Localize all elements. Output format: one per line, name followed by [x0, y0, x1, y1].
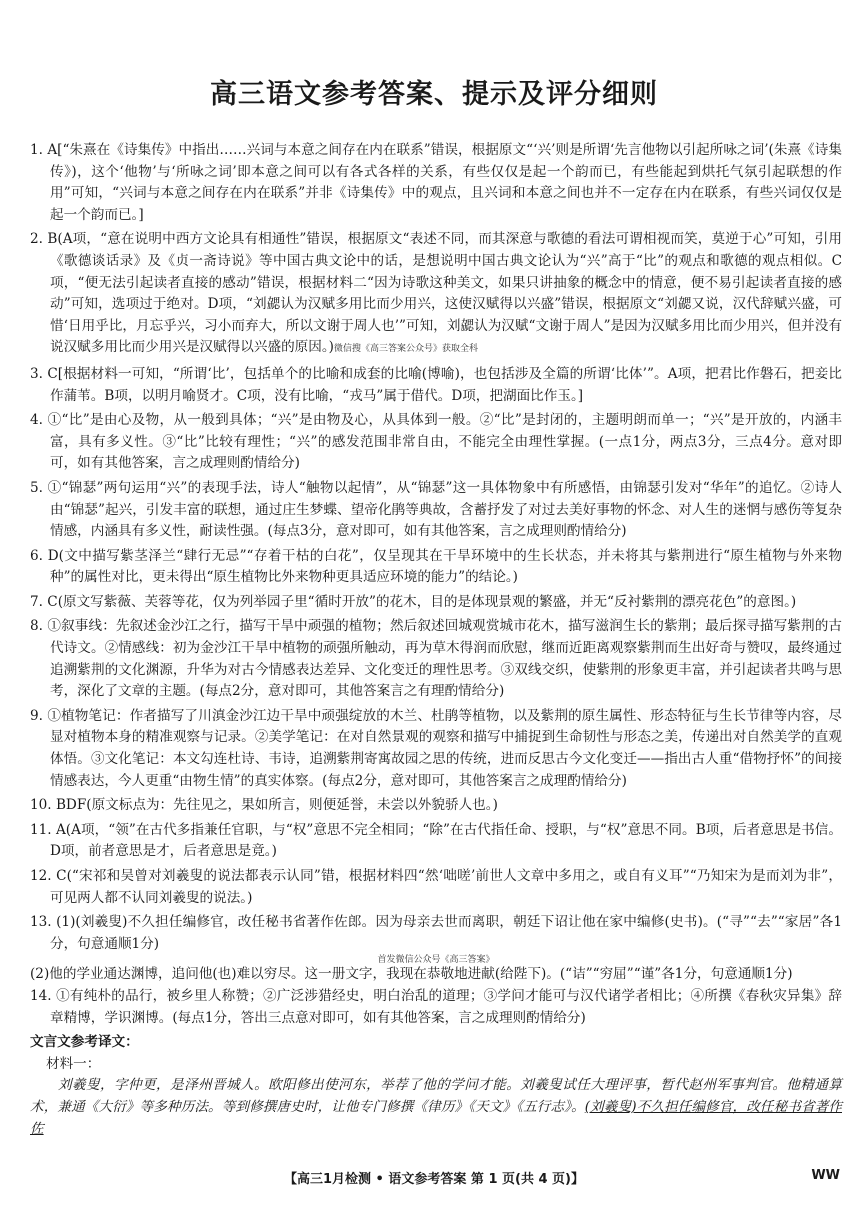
answer-text: 8. ①叙事线：先叙述金沙江之行，描写干旱中顽强的植物；然后叙述回城观赏城市花木，描写滋润生长的紫荆；最后探寻描写紫荆的古代诗文。②情感线：初为金沙江干旱中植物的顽强所触动，再为草木得润而欣慰，继而近距离观察紫荆而生出好奇与赞叹，最终通过追溯紫荆的文化渊源，升华为对古今情感表达差异、文化变迁的理性思考。③双线交织，使紫荆的形象更丰富，并引起读者共鸣与思考，深化了文章的主题。(每点2分，意对即可，其他答案言之有理酌情给分): [30, 618, 842, 700]
answer-text: 2. B(A项，“意在说明中西方文论具有相通性”错误，根据原文“表述不同，而其深意与歌德的看法可谓相视而笑，莫逆于心”可知，引用《歌德谈话录》及《贞一斋诗说》等中国古典文论中的话，是想说明中国古典文论认为“兴”高于“比”的观点和歌德的观点相似。C项，“便无法引起读者直接的感动”错误，根据材料二“因为诗歌这种美文，如果只讲抽象的概念中的情意，便不易引起读者直接的感动”可知，选项过于绝对。D项，“刘勰认为汉赋多用比而少用兴，这使汉赋得以兴盛”错误，根据原文“刘勰又说，汉代辞赋兴盛，可惜‘日用乎比，月忘乎兴，习小而弃大，所以文谢于周人也’”可知，刘勰认为汉赋“文谢于周人”是因为汉赋多用比而少用兴，但并没有说汉赋多用比而少用兴是汉赋得以兴盛的原因。): [30, 231, 842, 356]
answer-item-4: [30, 410, 842, 475]
answer-text: 3. C[根据材料一可知，“所谓‘比’，包括单个的比喻和成套的比喻(博喻)，也包括涉及全篇的所谓‘比体’”。A项，把君比作磐石，把妾比作蒲苇。B项，以明月喻贤才。C项，没有比喻，“戎马”属于借代。D项，把湖面比作玉。]: [30, 365, 842, 404]
answer-item-13-sub: [30, 964, 842, 986]
page-title: 高三语文参考答案、提示及评分细则: [210, 79, 658, 110]
answer-text: 1. A[“朱熹在《诗集传》中指出……兴词与本意之间存在内在联系”错误，根据原文“‘兴’则是所谓‘先言他物以引起所咏之词’(朱熹《诗集传》)，这个‘他物’与‘所咏之词’即本意之间可以有各式各样的关系，有些仅仅是起一个韵而已，有些能起到烘托气氛引起联想的作用”可知，“兴词与本意之间存在内在联系”并非《诗集传》中的观点，且兴词和本意之间也并不一定存在内在联系，有些兴词仅仅是起一个韵而已。]: [30, 142, 842, 223]
watermark-tag: 微信搜《高三答案公众号》获取全科: [333, 344, 478, 355]
answer-item-2: [30, 229, 842, 361]
translation-body: [30, 1075, 842, 1140]
watermark-tag: 首发微信公众号《高三答案》: [377, 955, 495, 966]
footer-page-info: 【高三1月检测 • 语文参考答案 第 1 页(共 4 页)】: [283, 1172, 584, 1187]
answer-item-14: [30, 986, 842, 1029]
answer-text: 11. A(A项，“领”在古代多指兼任官职，与“权”意思不完全相同；“除”在古代指任命、授职，与“权”意思不同。B项，后者意思是书信。D项，前者意思是才，后者意思是竟。): [30, 821, 842, 860]
answer-text: 14. ①有纯朴的品行，被乡里人称赞；②广泛涉猎经史，明白治乱的道理；③学问才能可与汉代诸学者相比；④所撰《春秋灾异集》辞章精博，学识渊博。(每点1分，答出三点意对即可，如有其他答案，言之成理则酌情给分): [30, 987, 842, 1026]
answer-item-7: [30, 592, 842, 614]
material-heading: 材料一：: [46, 1055, 101, 1072]
footer-code: WW: [811, 1168, 840, 1183]
answer-item-10: [30, 795, 842, 817]
answer-item-8: [30, 616, 842, 702]
answer-text: 9. ①植物笔记：作者描写了川滇金沙江边干旱中顽强绽放的木兰、杜鹃等植物，以及紫荆的原生属性、形态特征与生长节律等内容，尽显对植物本身的精准观察与记录。②美学笔记：在对自然景观的观察和描写中捕捉到生命韧性与形态之美，传递出对自然美学的直观体悟。③文化笔记：本文勾连杜诗、韦诗，追溯紫荆寄寓故园之思的传统，进而反思古今文化变迁——指出古人重“借物抒怀”的间接情感表达，今人更重“由物生情”的真实体察。(每点2分，意对即可，其他答案言之成理酌情给分): [30, 707, 842, 789]
answer-item-1: [30, 140, 842, 226]
answer-item-13: [30, 912, 842, 955]
answer-text: 10. BDF(原文标点为：先往见之，果如所言，则便延誉，未尝以外貌骄人也。): [30, 797, 498, 814]
answer-text: 6. D(文中描写紫茎泽兰“肆行无忌”“存着干枯的白花”，仅呈现其在干旱环境中的生长状态，并未将其与紫荆进行“原生植物与外来物种”的属性对比，更未得出“原生植物比外来物种更具适应环境的能力”的结论。): [30, 547, 842, 586]
answer-item-6: [30, 546, 842, 589]
answer-text: 5. ①“锦瑟”两句运用“兴”的表现手法，诗人“触物以起情”，从“锦瑟”这一具体物象中有所感悟，由锦瑟引发对“华年”的追忆。②诗人由“锦瑟”起兴，引发丰富的联想，通过庄生梦蝶、望帝化鹃等典故，含蓄抒发了对过去美好事物的怀念、对人生的迷惘与感伤等复杂情感，内涵具有多义性，耐读性强。(每点3分，意对即可，如有其他答案，言之成理则酌情给分): [30, 479, 842, 540]
answer-text: 4. ①“比”是由心及物，从一般到具体；“兴”是由物及心，从具体到一般。②“比”是封闭的，主题明朗而单一；“兴”是开放的，内涵丰富，具有多义性。③“比”比较有理性；“兴”的感发范围非常自由，不能完全由理性掌握。(一点1分，两点3分，三点4分。意对即可，如有其他答案，言之成理则酌情给分): [30, 412, 842, 472]
answers-content: [30, 140, 842, 1140]
page-footer: [0, 1168, 868, 1188]
answer-item-11: [30, 820, 842, 863]
answer-item-3: [30, 364, 842, 407]
answer-text: 13. (1)(刘羲叟)不久担任编修官，改任秘书省著作佐郎。因为母亲去世而离职，朝廷下诏让他在家中编修(史书)。(“寻”“去”“家居”各1分，句意通顺1分): [30, 914, 842, 952]
answer-item-5: [30, 478, 842, 543]
translation-heading: 文言文参考译文：: [30, 1034, 139, 1051]
answer-item-9: [30, 706, 842, 792]
translation-text: 刘羲叟，字仲更，是泽州晋城人。欧阳修出使河东，举荐了他的学问才能。刘羲叟试任大理评事，暂代赵州军事判官。他精通算术，兼通《大衍》等多种历法。等到修撰唐史时，让他专门修撰《律历》《天文》《五行志》。: [30, 1077, 842, 1115]
answer-text: 7. C(原文写紫薇、芙蓉等花，仅为列举园子里“循时开放”的花木，目的是体现景观的繁盛，并无“反衬紫荆的漂亮花色”的意图。): [30, 593, 797, 610]
answer-text: (2)他的学业通达渊博，追问他(也)难以穷尽。这一册文字，我现在恭敬地进献(给陛下)。(“诘”“穷屈”“谨”各1分，句意通顺1分): [30, 966, 793, 983]
translation-underlined-text: (刘羲叟)不久担任编修官，改任秘书省著作佐: [30, 1098, 842, 1137]
answer-text: 12. C(“宋祁和吴曾对刘羲叟的说法都表示认同”错，根据材料四“然‘咄嗟’前世人文章中多用之，或自有义耳”“乃知宋为是而刘为非”，可见两人都不认同刘羲叟的说法。): [30, 868, 842, 906]
answer-item-12: [30, 866, 842, 909]
